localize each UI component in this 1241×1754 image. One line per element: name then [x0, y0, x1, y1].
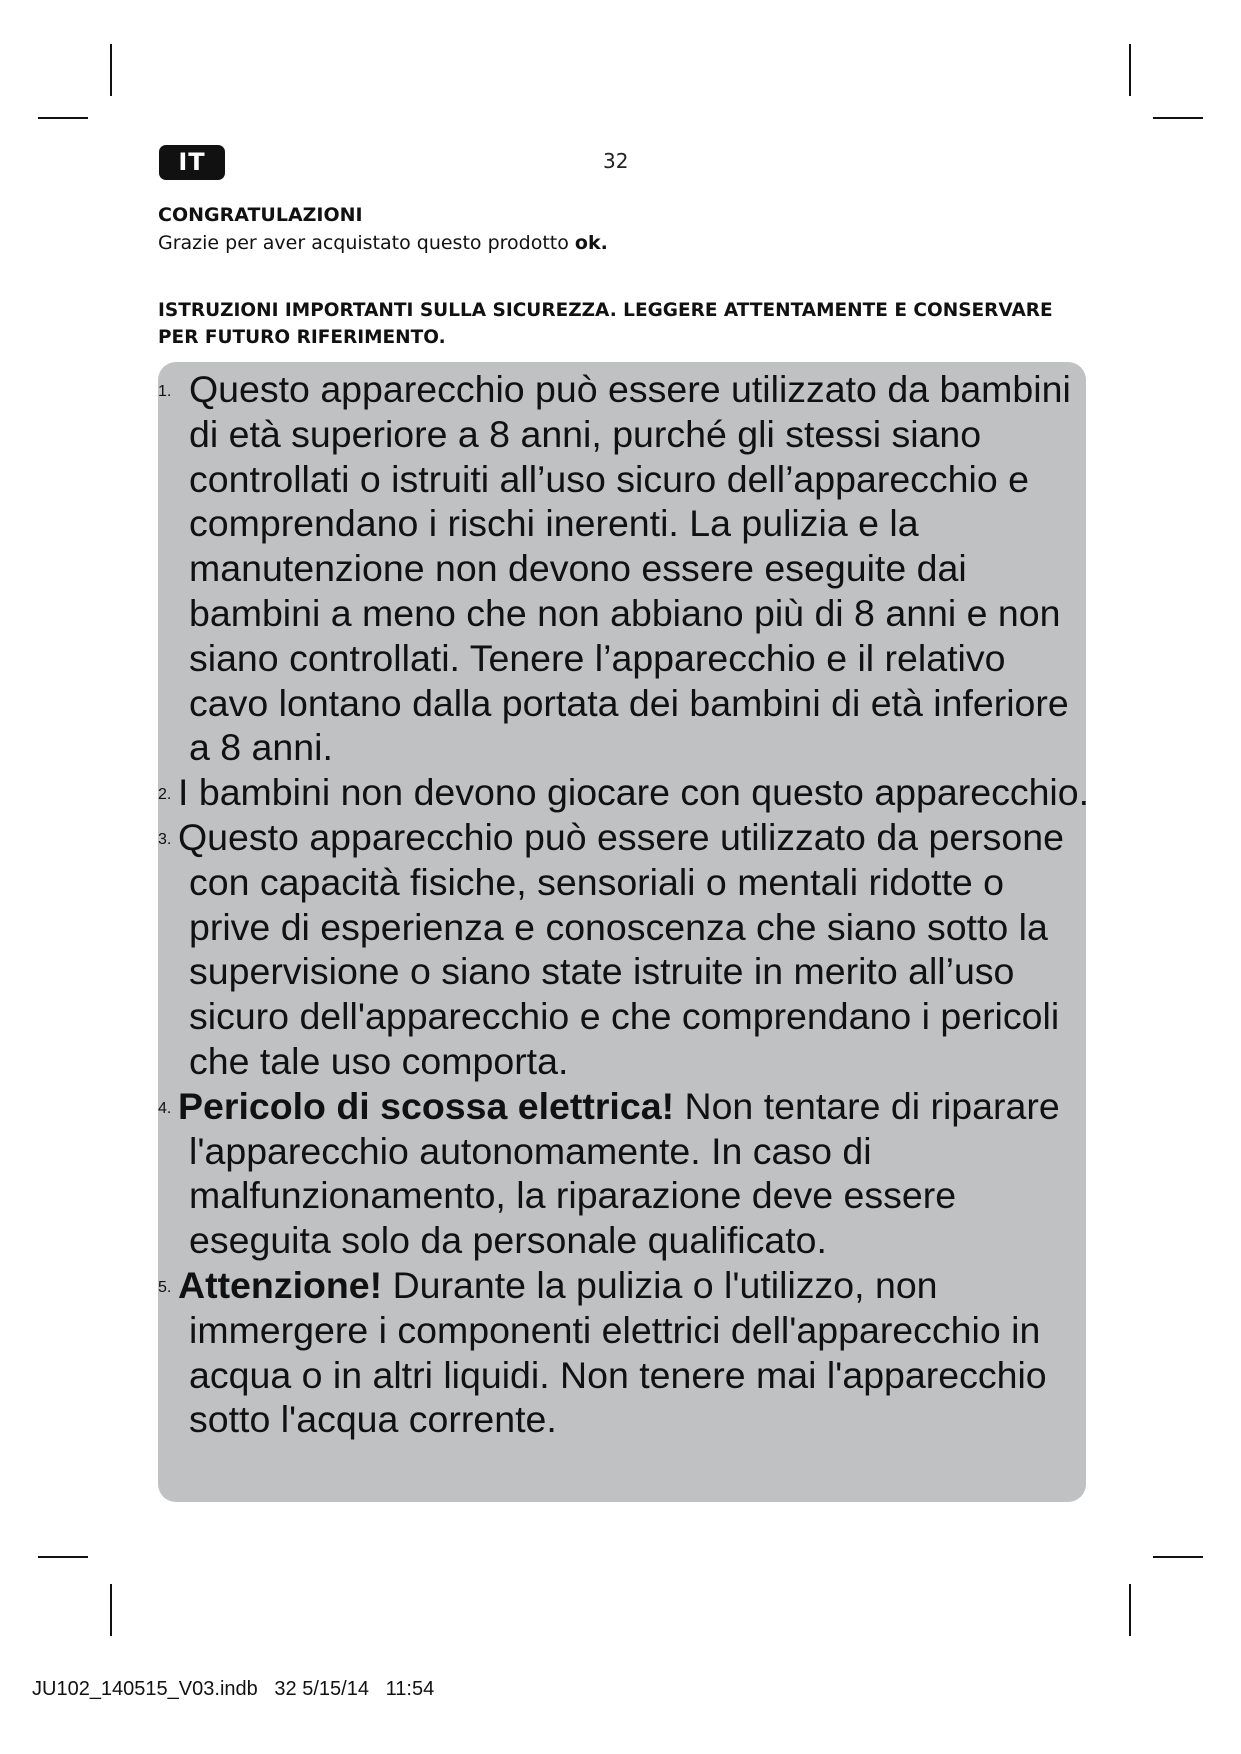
page-number: 32 — [603, 149, 629, 173]
crop-mark — [38, 1556, 88, 1558]
congratulations-heading: CONGRATULAZIONI — [158, 204, 363, 226]
thanks-sentence: Grazie per aver acquistato questo prodotto — [158, 232, 575, 254]
safety-item — [158, 1084, 1093, 1263]
safety-item — [158, 770, 1093, 815]
safety-list — [158, 367, 1093, 1442]
item-number: 2. — [158, 786, 172, 804]
item-number: 1. — [158, 383, 172, 400]
item-warning: Pericolo di scossa elettrica! — [178, 1084, 675, 1127]
crop-mark — [1129, 1584, 1131, 1636]
safety-item — [158, 367, 1093, 770]
item-text: I bambini non devono giocare con questo apparecchio. — [178, 771, 1090, 814]
item-number: 3. — [158, 830, 172, 848]
item-warning: Attenzione! — [178, 1263, 383, 1306]
crop-mark — [110, 1584, 112, 1636]
brand-name: ok. — [574, 232, 608, 254]
crop-mark — [1153, 117, 1203, 119]
safety-instructions-heading: ISTRUZIONI IMPORTANTI SULLA SICUREZZA. LEGGERE ATTENTAMENTE E CONSERVARE PER FUTURO RIFERIMENTO. — [158, 300, 1053, 348]
item-text: Durante la pulizia o l'utilizzo, non immergere i componenti elettrici dell'apparecchio in acqua o in altri liquidi. Non tenere mai l'apparecchio sotto l'acqua corrente. — [189, 1263, 1047, 1441]
item-text: Questo apparecchio può essere utilizzato da persone con capacità fisiche, sensoriali o mentali ridotte o prive di esperienza e conoscenza che siano sotto la supervisione o siano state istruite in merito all’uso sicuro dell'apparecchio e che comprendano i pericoli che tale uso comporta. — [178, 815, 1064, 1082]
safety-item — [158, 1263, 1093, 1442]
item-number: 5. — [158, 1278, 172, 1296]
item-text: Questo apparecchio può essere utilizzato da bambini di età superiore a 8 anni, purché gli stessi siano controllati o istruiti all’uso sicuro dell’apparecchio e comprendano i rischi inerenti. La pulizia e la manutenzione non devono essere eseguite dai bambini a meno che non abbiano più di 8 anni e non siano controllati. Tenere l’apparecchio e il relativo cavo lontano dalla portata dei bambini di età inferiore a 8 anni. — [189, 368, 1071, 769]
item-text: Non tentare di riparare l'apparecchio autonomamente. In caso di malfunzionamento, la riparazione deve essere eseguita solo da personale qualificato. — [189, 1084, 1060, 1262]
crop-mark — [110, 44, 112, 96]
thanks-text — [158, 232, 608, 254]
crop-mark — [38, 117, 88, 119]
safety-item — [158, 815, 1093, 1084]
crop-mark — [1129, 44, 1131, 96]
item-number: 4. — [158, 1099, 172, 1117]
crop-mark — [1153, 1556, 1203, 1558]
print-file-info: JU102_140515_V03.indb 32 5/15/14 11:54 — [32, 1678, 435, 1700]
language-badge: IT — [159, 145, 225, 180]
